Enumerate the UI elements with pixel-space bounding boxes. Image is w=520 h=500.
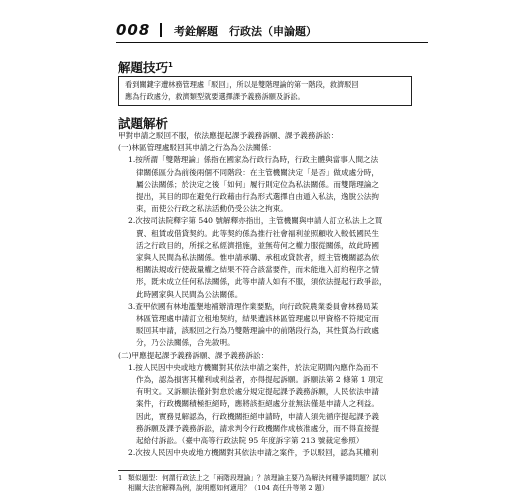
analysis-line: 相關法規或行使裁量權之結果不符合該當要件，而未能進入訂約程序之情 [136, 265, 379, 275]
footnote-line: 相關大法官解釋為例，說明應如何適用？（104 高任升等第 2 題） [128, 484, 329, 492]
analysis-line: 1.按人民因中央或地方機關對其依法申請之案件，於法定期間內應作為而不 [128, 362, 379, 372]
footnote-line: 類似題型：何謂行政法上之「兩階段理論」？該理論主要乃為解決何種爭議問題？試以 [128, 474, 387, 482]
chapter-title: 考銓解題 行政法（申論題） [174, 25, 317, 38]
analysis-line: (一)林區管理處駁回其申請之行為為公法關係： [118, 143, 276, 153]
analysis-line: 駁回其申請，該駁回之行為乃雙階理論中的前階段行為，其性質為行政處 [136, 326, 379, 336]
analysis-line: 案件，行政機關積極拒絕時，應將該拒絕處分並無法僅是申請人之利益。 [136, 399, 379, 409]
analysis-line: 2.次按司法院釋字第 540 號解釋亦指出，主管機關與申請人訂立私法上之買 [128, 216, 383, 226]
analysis-line: 作為，認為損害其權利或利益者，亦得提起訴願。訴願法第 2 條第 1 項定 [136, 375, 384, 384]
analysis-line: 有明文。又訴願法僅針對怠於處分規定提起課予義務訴願，人民依法申請 [136, 387, 379, 397]
analysis-line: 屬公法關係；於決定之後「如何」履行則定位為私法關係。而雙階理論之 [136, 179, 379, 189]
analysis-line: 因此，實務見解認為，行政機關拒絕申請時，申請人須先循序提起課予義 [136, 411, 379, 421]
footnote-number: 1 [118, 474, 123, 482]
analysis-heading: 試題解析 [118, 116, 169, 131]
analysis-line: 2.次按人民因中央或地方機關對其依法申請之案件，予以駁回，認為其權利 [128, 448, 379, 458]
analysis-line: 家與人民間為私法關係。惟申請承購、承租或貸款者，經主管機關認為依 [136, 253, 379, 262]
analysis-line: 提出，其目的即在避免行政藉由行為形式選擇自由遁入私法，逸脫公法拘 [136, 192, 379, 201]
analysis-line: 活之行政目的，所採之私經濟措施，並無苟何之權力服從關係，故此時國 [136, 240, 379, 250]
analysis-line: (二)甲應提起課予義務訴願、課予義務訴訟： [118, 350, 269, 360]
analysis-line: 起給付訴訟。（臺中高等行政法院 95 年度訴字第 213 號裁定參照） [136, 436, 364, 445]
tips-heading: 解題技巧$^1$ [118, 60, 173, 75]
footnote-rule [118, 470, 200, 471]
running-header [116, 20, 428, 40]
tips-line: 看到關鍵字遭林務管理處「駁回」，所以是雙階理論的第一階段，救濟駁回 [125, 80, 359, 89]
analysis-line: 務訴願及課予義務訴訟，請求判令行政機關作成核准處分，而不得直接提 [136, 423, 379, 433]
tips-box [118, 76, 412, 106]
footnote-marker: 1 [168, 60, 173, 69]
header-rule [116, 42, 428, 43]
analysis-line: 此時國家與人民間為公法關係。 [136, 289, 243, 299]
analysis-line: 分，乃公法關係，合先敘明。 [136, 338, 235, 348]
analysis-line: 林區管理處申請訂立租地契約，結果遭該林區管理處以甲資格不符規定而 [136, 314, 379, 323]
analysis-line: 甲對申請之駁回不服，依法應提起課予義務訴願、課予義務訴訟： [118, 131, 339, 140]
page-number: 008 [116, 21, 151, 39]
analysis-line: 3.查甲依國有林地濫墾地補辦清理作業要點，向行政院農業委員會林務局某 [128, 301, 379, 311]
analysis-line: 1.按所謂「雙階理論」係指在國家為行政行為時，行政主體與當事人間之法 [128, 155, 379, 165]
tips-line: 應為行政處分，救濟類型就要選擇課予義務訴願及訴訟。 [125, 92, 305, 101]
analysis-line: 賣、租賃或借貸契約。此等契約係為推行社會福利並照顧收入較低國民生 [136, 228, 379, 238]
analysis-line: 形，既未成立任何私法關係，此等申請人如有不服，須依法提起行政爭訟， [136, 277, 387, 287]
header-separator [160, 23, 162, 37]
analysis-line: 束，而使公行政之私法活動仍受公法之拘束。 [136, 204, 288, 214]
analysis-line: 律關係區分為前後兩個不同階段：在主管機關決定「是否」做成處分時， [136, 167, 379, 177]
